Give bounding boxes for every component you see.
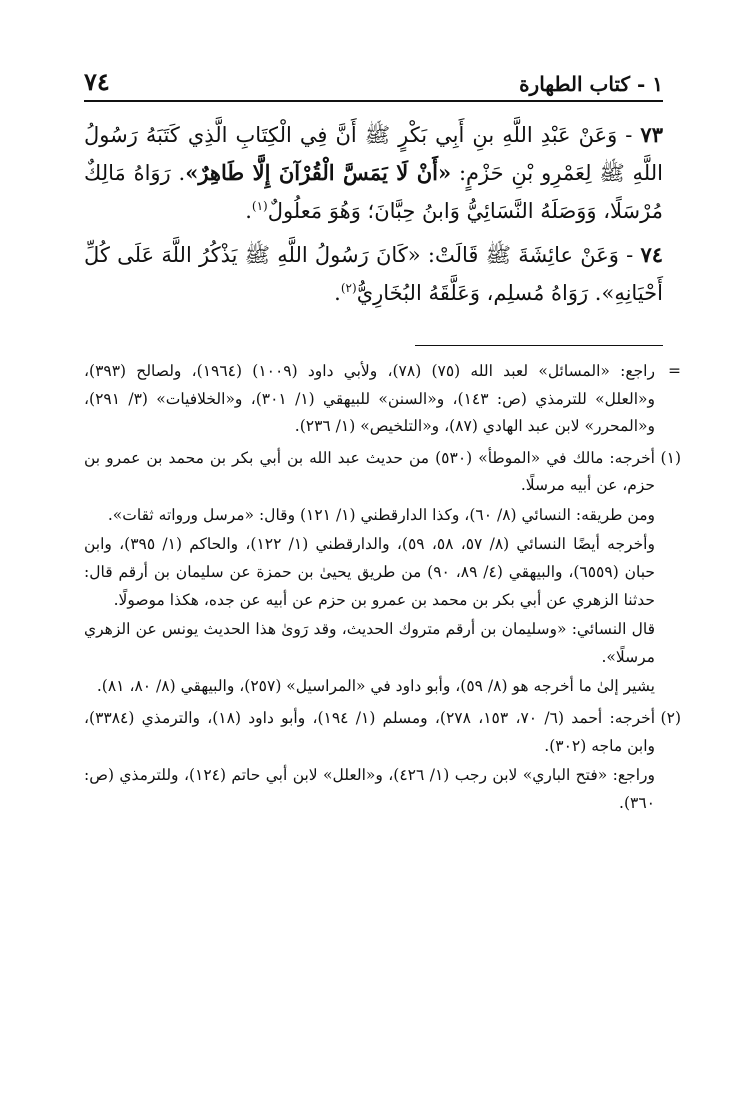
footnote-paragraph: وأخرجه أيضًا النسائي (٨/ ٥٧، ٥٨، ٥٩)، والدارقطني (١/ ١٢٢)، والحاكم (١/ ٣٩٥)، وابن حبان (٦٥٥٩)، والبيهقي (٤/ ٨٩، ٩٠) من طريق يحيىٰ بن حمزة عن سليمان بن أرقم قال: حدثنا الزهري عن أبي بكر بن محمد بن عمرو بن حزم عن أبيه عن جده، هكذا موصولًا. [84, 535, 655, 609]
footnote-paragraph: أخرجه: مالك في «الموطأ» (٥٣٠) من حديث عبد الله بن أبي بكر بن محمد بن عمرو بن حزم، عن أبيه مرسلًا. [84, 448, 655, 495]
hadith-quote: «كَانَ رَسُولُ اللَّهِ ﷺ يَذْكُرُ اللَّهَ عَلَى كُلِّ أَحْيَانِهِ» [84, 243, 663, 305]
hadith-number: ٧٤ [640, 242, 663, 268]
footnote-paragraph: أخرجه: أحمد (٦/ ٧٠، ١٥٣، ٢٧٨)، ومسلم (١/ ١٩٤)، وأبو داود (١٨)، والترمذي (٣٣٨٤)، وابن ماجه (٣٠٢). [84, 708, 656, 755]
hadith-quote: «أَنْ لَا يَمَسَّ الْقُرْآنَ إِلَّا طَاهِرٌ» [185, 160, 452, 186]
footnote-marker: (٢) [660, 708, 681, 727]
footnote-2 [84, 705, 681, 819]
hadith-end: . [245, 198, 252, 223]
footnote-paragraph: وراجع: «فتح الباري» لابن رجب (١/ ٤٢٦)، و«العلل» لابن أبي حاتم (١٢٤)، وللترمذي (ص: ٣٦٠). [84, 766, 655, 812]
hadith-text: . رَوَاهُ مَالِكٌ مُرْسَلًا، وَوَصَلَهُ النَّسَائِيُّ وَابنُ حِبَّانَ؛ وَهُوَ مَعلُولٌ [84, 161, 663, 223]
footnote-separator [415, 345, 663, 346]
chapter-title: ١ - كتاب الطهارة [519, 72, 663, 96]
running-header [84, 62, 663, 102]
hadith-text: . رَوَاهُ مُسلِم، وَعَلَّقَهُ البُخَارِيُّ [356, 280, 602, 305]
main-text [84, 116, 663, 318]
footnote-ref: (١) [251, 198, 268, 213]
footnote-ref: (٢) [340, 280, 357, 295]
footnote-marker: = [668, 362, 681, 380]
footnote-paragraph: قال النسائي: «وسليمان بن أرقم متروك الحديث، وقد رَوىٰ هذا الحديث يونس عن الزهري مرسلًا». [84, 620, 655, 666]
hadith-73 [84, 116, 663, 230]
footnote-paragraph: ومن طريقه: النسائي (٨/ ٦٠)، وكذا الدارقطني (١/ ١٢١) وقال: «مرسل ورواته ثقات». [107, 505, 655, 524]
hadith-text: - وَعَنْ عَبْدِ اللَّهِ بنِ أَبِي بَكْرٍ ﷺ أَنَّ فِي الْكِتَابِ الَّذِي كَتَبَهُ رَسُولُ اللَّهِ ﷺ لِعَمْرِو بْنِ حَزْمٍ: [84, 123, 663, 186]
footnote-continuation [84, 358, 681, 443]
hadith-end: . [334, 280, 341, 305]
footnote-paragraph: يشير إلىٰ ما أخرجه هو (٨/ ٥٩)، وأبو داود في «المراسيل» (٢٥٧)، والبيهقي (٨/ ٨٠، ٨١). [96, 677, 655, 696]
page-number: ٧٤ [84, 67, 110, 96]
footnotes [84, 358, 681, 821]
hadith-text: - وَعَنْ عائِشَةَ ﷺ قَالَتْ: [427, 243, 634, 268]
hadith-74 [84, 236, 663, 312]
footnote-paragraph: راجع: «المسائل» لعبد الله (٧٥) (٧٨)، ولأبي داود (١٠٠٩) (١٩٦٤)، ولصالح (٣٩٣)، و«العلل» للترمذي (ص: ١٤٣)، و«السنن» للبيهقي (١/ ٣٠١)، و«الخلافيات» (٣/ ٢٩١)، و«المحرر» لابن عبد الهادي (٨٧)، و«التلخيص» (١/ ٢٣٦). [84, 362, 655, 436]
footnote-marker: (١) [660, 448, 681, 467]
footnote-1 [84, 445, 681, 703]
hadith-number: ٧٣ [640, 122, 663, 147]
